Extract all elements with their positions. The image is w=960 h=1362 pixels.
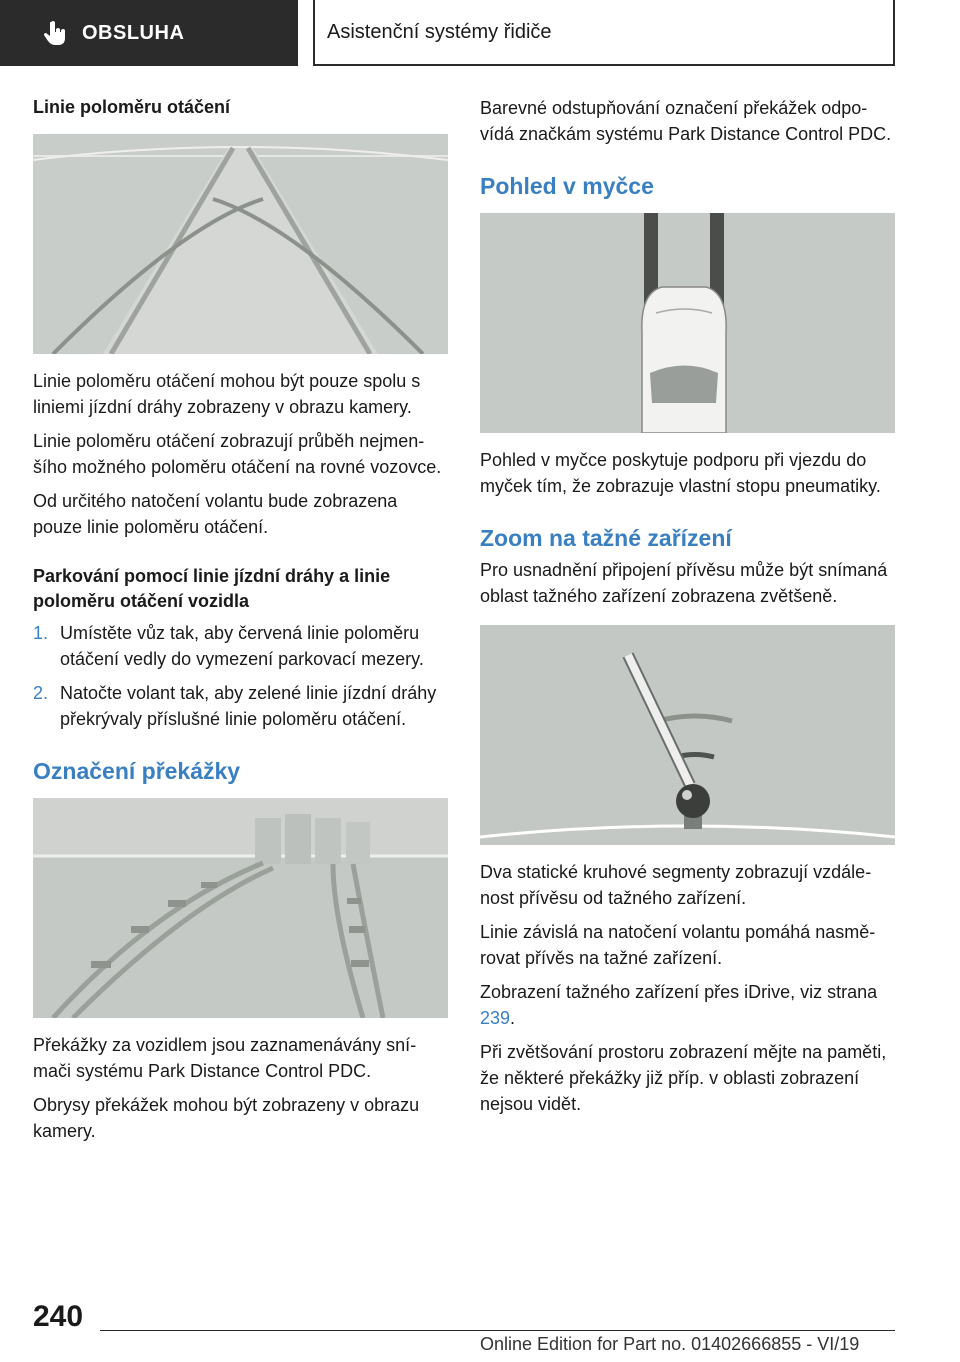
car-wash-heading: Pohled v myčce [480,173,654,199]
footer-edition: Online Edition for Part no. 01402666855 - VI/19 [480,1334,860,1354]
paragraph: Linie poloměru otáčení mohou být pouze spolu s liniemi jízdní dráhy zobrazeny v obrazu kamery. [33,371,421,417]
parking-steps [33,620,448,732]
obstacle-marking-heading: Označení překážky [33,758,241,784]
header-section-title: Asistenční systémy řidiče [313,0,895,66]
towbar-zoom-figure [480,625,895,845]
footer-divider [100,1330,895,1331]
paragraph: Překážky za vozidlem jsou zaznamenávány snímači systému Park Distance Control PDC. [33,1035,417,1081]
text: Zobrazení tažného zařízení přes iDrive, viz strana [480,982,878,1002]
list-item [33,620,448,672]
paragraph: Dva statické kruhové segmenty zobrazují vzdálenost přívěsu od tažného zařízení. [480,862,872,908]
left-column [33,95,448,1152]
step-text: Umístěte vůz tak, aby červená linie poloměru otáčení vedly do vymezení parkovací mezery. [60,623,424,669]
turning-radius-heading: Linie poloměru otáčení [33,97,231,117]
car-wash-figure [480,213,895,433]
right-column [480,95,895,1125]
step-text: Natočte volant tak, aby zelené linie jízdní dráhy překrývaly příslušné linie poloměru otáčení. [60,683,437,729]
parking-heading: Parkování pomocí linie jízdní dráhy a linie poloměru otáčení vozidla [33,566,391,611]
obstacle-marking-figure [33,798,448,1018]
paragraph: Linie poloměru otáčení zobrazují průběh nejmenšího možného poloměru otáčení na rovné vozovce. [33,431,442,477]
paragraph: Linie závislá na natočení volantu pomáhá nasměrovat přívěs na tažné zařízení. [480,922,876,968]
paragraph: Barevné odstupňování označení překážek odpovídá značkám systému Park Distance Control PDC. [480,98,892,144]
list-item [33,680,448,732]
step-number: 2. [33,683,49,703]
paragraph: Pohled v myčce poskytuje podporu při vjezdu do myček tím, že zobrazuje vlastní stopu pneumatiky. [480,450,881,496]
towbar-zoom-heading: Zoom na tažné zařízení [480,525,732,551]
page-link[interactable]: 239 [480,1008,511,1028]
header-tab [0,0,298,66]
paragraph: Při zvětšování prostoru zobrazení mějte na paměti, že některé překážky již příp. v oblasti zobrazení nejsou vidět. [480,1042,887,1114]
paragraph: Obrysy překážek mohou být zobrazeny v obrazu kamery. [33,1095,420,1141]
header-tab-label: OBSLUHA [82,21,185,44]
text: . [510,1008,516,1028]
paragraph: Pro usnadnění připojení přívěsu může být snímaná oblast tažného zařízení zobrazena zvětšeně. [480,560,888,606]
page-number: 240 [33,1300,84,1333]
turning-radius-figure [33,134,448,354]
paragraph: Od určitého natočení volantu bude zobrazena pouze linie poloměru otáčení. [33,491,398,537]
paragraph [480,979,895,1031]
step-number: 1. [33,623,49,643]
hand-pointer-icon [40,18,70,48]
